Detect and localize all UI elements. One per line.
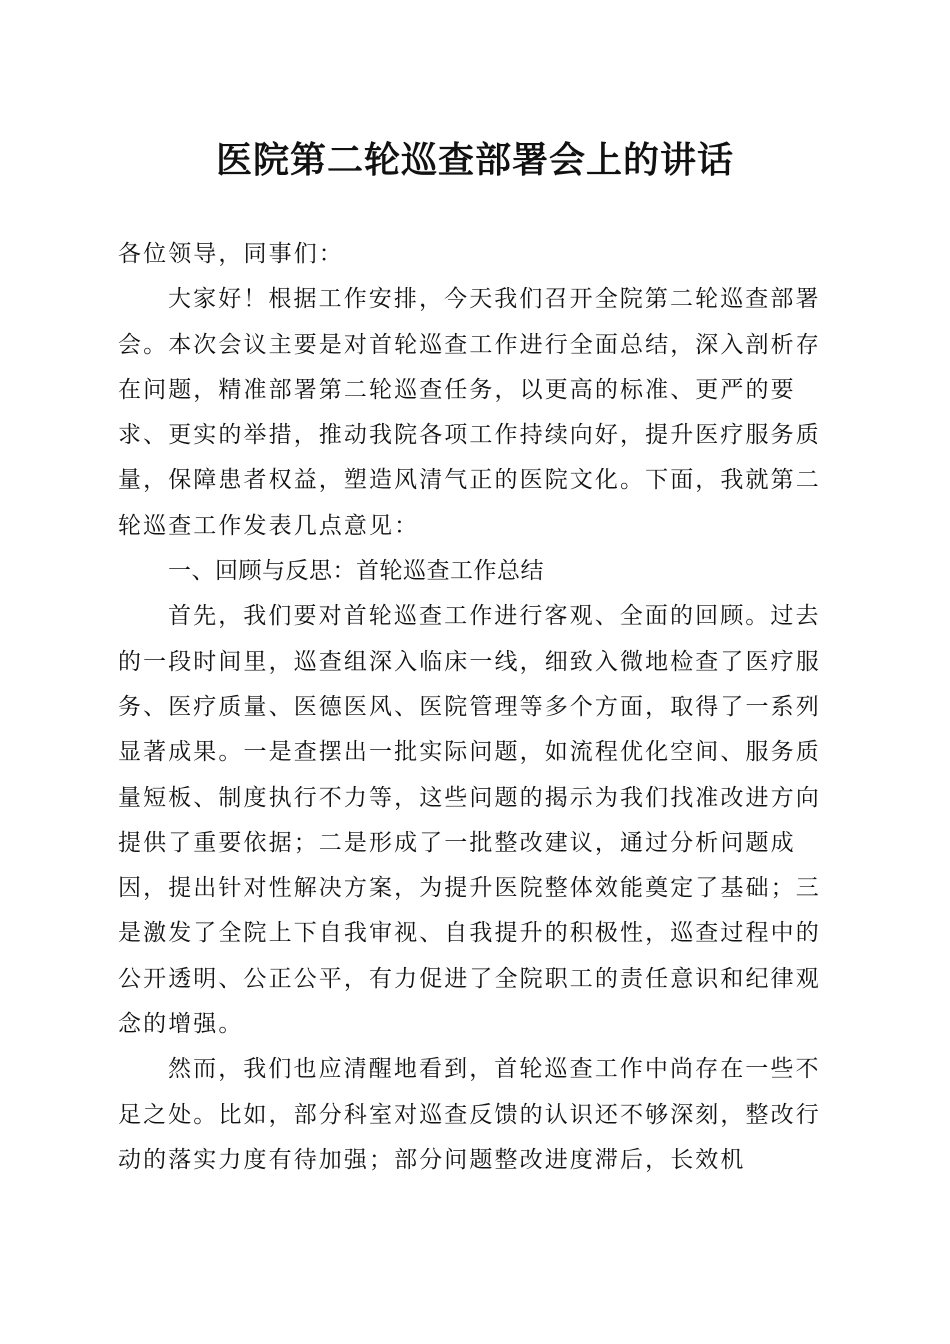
paragraph-shortcomings: 然而，我们也应清醒地看到，首轮巡查工作中尚存在一些不足之处。比如，部分科室对巡查反馈的认识还不够深刻，整改行动的落实力度有待加强；部分问题整改进度滞后，长效机	[118, 1056, 821, 1173]
document-title: 医院第二轮巡查部署会上的讲话	[215, 139, 734, 181]
paragraph-review: 首先，我们要对首轮巡查工作进行客观、全面的回顾。过去的一段时间里，巡查组深入临床一线，细致入微地检查了医疗服务、医疗质量、医德医风、医院管理等多个方面，取得了一系列显著成果。一是查摆出一批实际问题，如流程优化空间、服务质量短板、制度执行不力等，这些问题的揭示为我们找准改进方向提供了重要依据；二是形成了一批整改建议，通过分析问题成因，提出针对性解决方案，为提升医院整体效能奠定了基础；三是激发了全院上下自我审视、自我提升的积极性，巡查过程中的公开透明、公正公平，有力促进了全院职工的责任意识和纪律观念的增强。	[118, 603, 821, 1038]
greeting-line: 各位领导，同事们：	[118, 241, 344, 267]
section-heading-1: 一、回顾与反思：首轮巡查工作总结	[168, 558, 544, 585]
document-body	[118, 232, 832, 1183]
paragraph-opening: 大家好！根据工作安排，今天我们召开全院第二轮巡查部署会。本次会议主要是对首轮巡查工作进行全面总结，深入剖析存在问题，精准部署第二轮巡查任务，以更高的标准、更严的要求、更实的举措，推动我院各项工作持续向好，提升医疗服务质量，保障患者权益，塑造风清气正的医院文化。下面，我就第二轮巡查工作发表几点意见：	[118, 286, 821, 539]
